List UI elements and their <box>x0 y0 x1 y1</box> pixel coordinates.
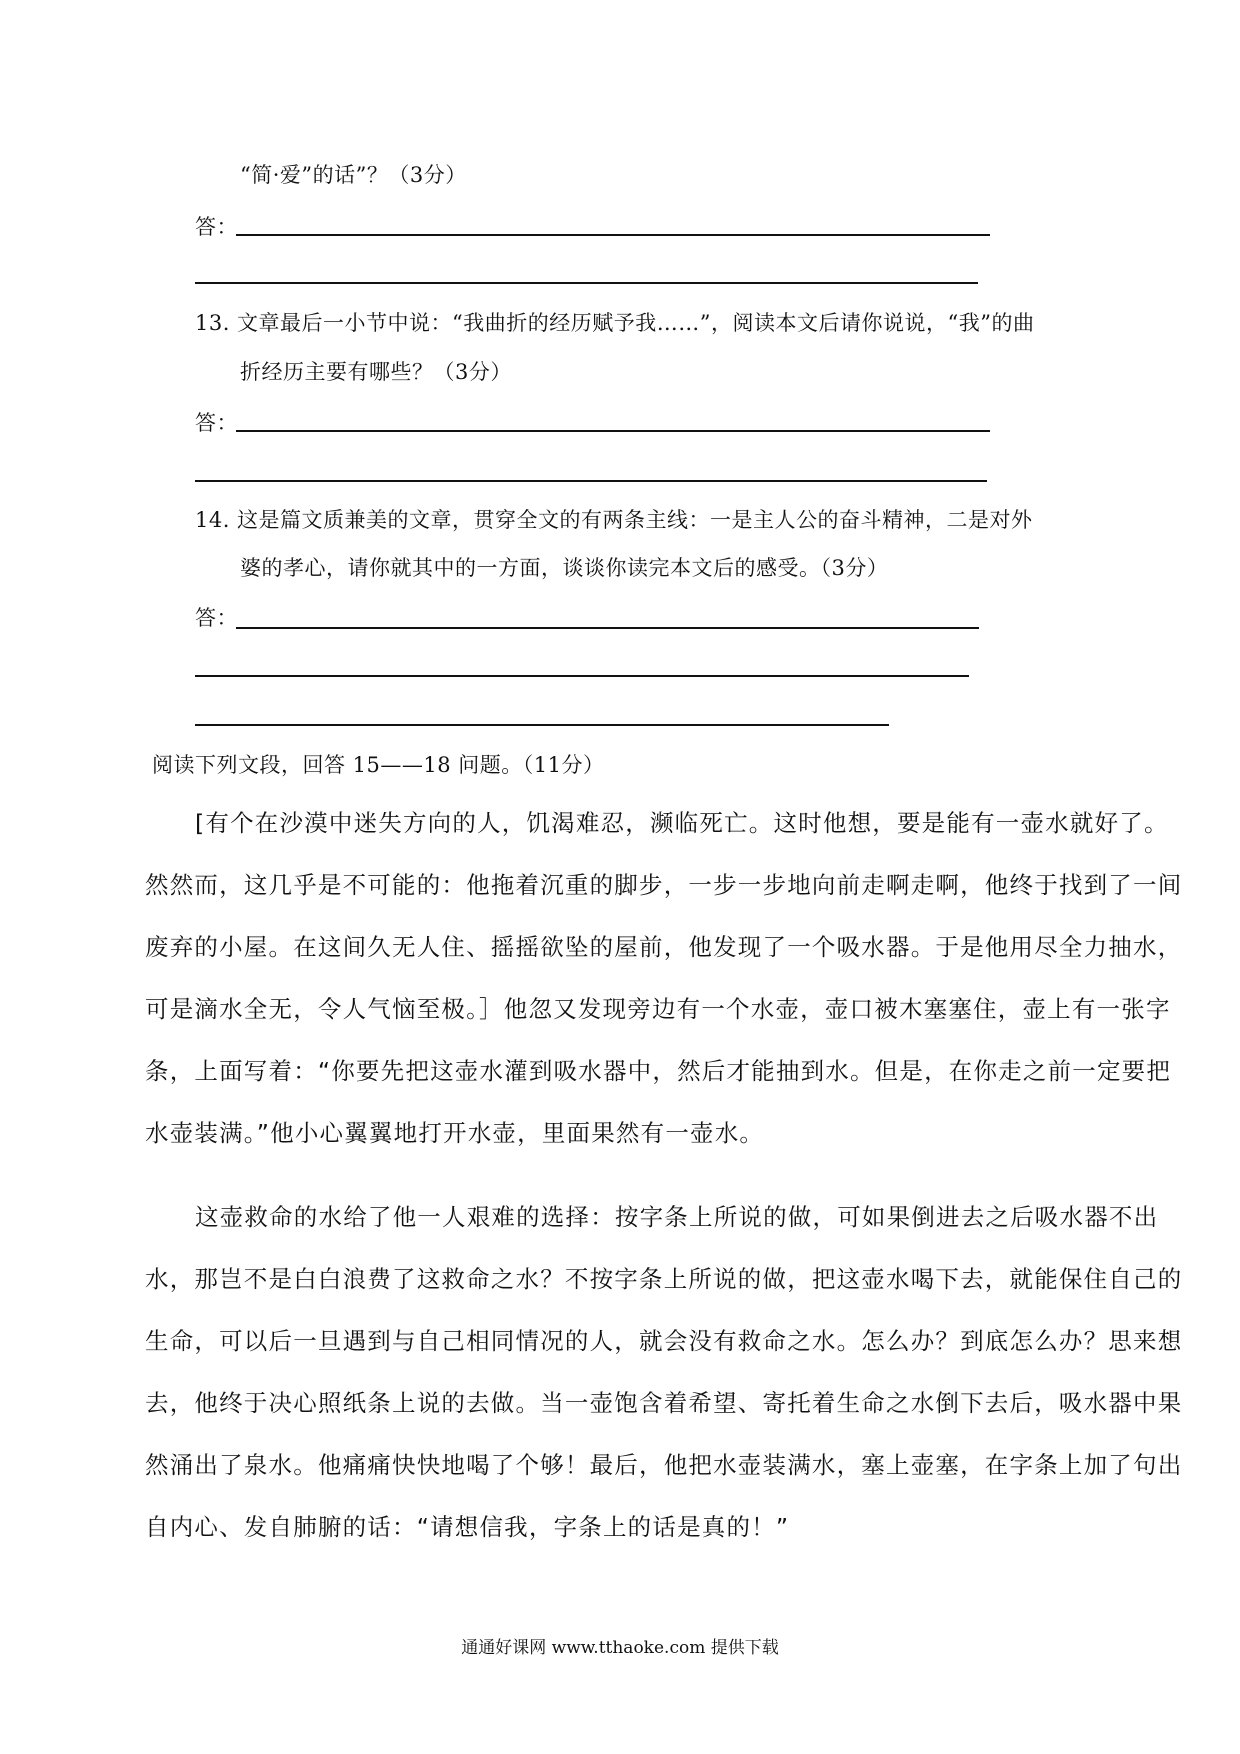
answer-label: 答： <box>195 215 238 239</box>
answer-label: 答： <box>195 606 238 630</box>
question-14-cont: 婆的孝心，请你就其中的一方面，谈谈你读完本文后的感受。（3分） <box>240 556 889 580</box>
passage-line: 这壶救命的水给了他一人艰难的选择：按字条上所说的做，可如果倒进去之后吸水器不出 <box>195 1203 1159 1231</box>
passage-line: 生命，可以后一旦遇到与自己相同情况的人，就会没有救命之水。怎么办？到底怎么办？思来想 <box>145 1327 1183 1355</box>
passage-line: 废弃的小屋。在这间久无人住、摇摇欲坠的屋前，他发现了一个吸水器。于是他用尽全力抽水， <box>145 933 1183 961</box>
question-13 <box>195 308 1034 338</box>
passage-line: 可是滴水全无，令人气恼至极。］他忽又发现旁边有一个水壶，壶口被木塞塞住，壶上有一张字 <box>145 995 1171 1023</box>
passage-line: [有个在沙漠中迷失方向的人，饥渴难忍，濒临死亡。这时他想，要是能有一壶水就好了。 <box>195 809 1169 837</box>
section-heading: 阅读下列文段，回答 15——18 问题。（11分） <box>152 753 605 777</box>
answer-line <box>195 282 978 284</box>
answer-line <box>236 627 979 629</box>
question-number: 13. <box>195 311 230 335</box>
footer-credit: 通通好课网 www.tthaoke.com 提供下载 <box>461 1638 779 1658</box>
q12-tail: “简·爱”的话”？（3分） <box>240 163 467 187</box>
passage-line: 然涌出了泉水。他痛痛快快地喝了个够！最后，他把水壶装满水，塞上壶塞，在字条上加了句出 <box>145 1451 1183 1479</box>
question-13-cont: 折经历主要有哪些？（3分） <box>240 360 512 384</box>
answer-label: 答： <box>195 411 238 435</box>
question-text: 这是篇文质兼美的文章，贯穿全文的有两条主线：一是主人公的奋斗精神，二是对外 <box>237 508 1033 532</box>
passage-line: 水壶装满。”他小心翼翼地打开水壶，里面果然有一壶水。 <box>145 1119 765 1147</box>
answer-line <box>195 480 987 482</box>
question-14 <box>195 505 1033 535</box>
question-text: 文章最后一小节中说：“我曲折的经历赋予我……”，阅读本文后请你说说，“我”的曲 <box>237 311 1035 335</box>
answer-line <box>236 430 990 432</box>
question-number: 14. <box>195 508 230 532</box>
answer-line <box>236 234 990 236</box>
passage-line: 自内心、发自肺腑的话：“请想信我，字条上的话是真的！” <box>145 1513 790 1541</box>
passage-line: 然然而，这几乎是不可能的：他拖着沉重的脚步，一步一步地向前走啊走啊，他终于找到了一间 <box>145 871 1183 899</box>
passage-line: 条，上面写着：“你要先把这壶水灌到吸水器中，然后才能抽到水。但是，在你走之前一定要把 <box>145 1057 1172 1085</box>
answer-line <box>195 675 969 677</box>
passage-line: 去，他终于决心照纸条上说的去做。当一壶饱含着希望、寄托着生命之水倒下去后，吸水器中果 <box>145 1389 1183 1417</box>
passage-line: 水，那岂不是白白浪费了这救命之水？不按字条上所说的做，把这壶水喝下去，就能保住自己的 <box>145 1265 1183 1293</box>
answer-line <box>195 724 889 726</box>
